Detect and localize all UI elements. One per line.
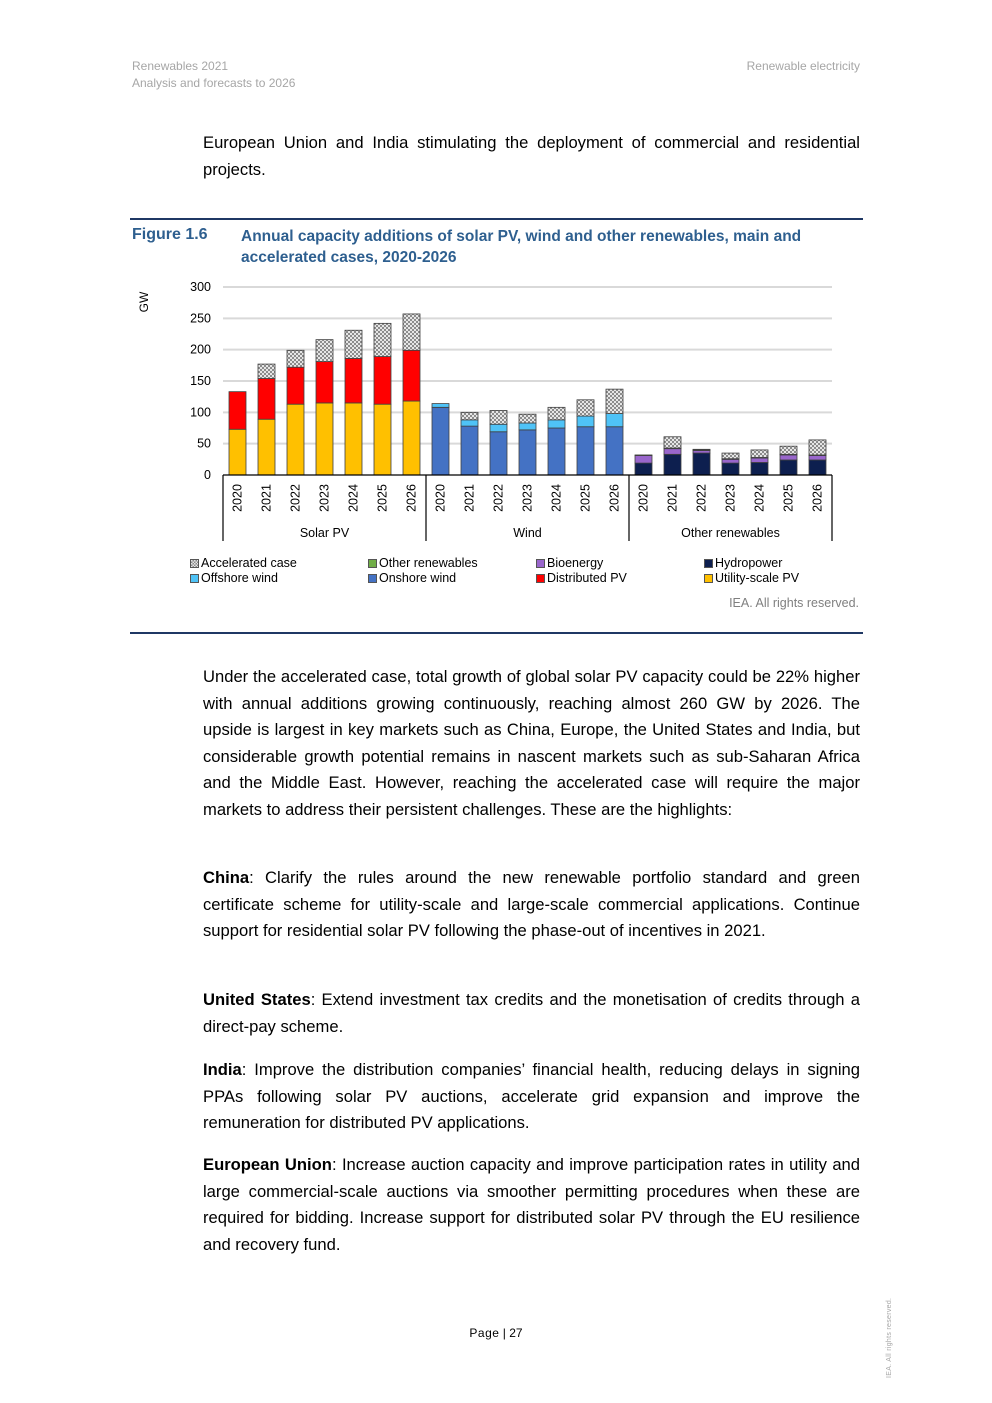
bar-segment [548,420,565,428]
bar-segment [287,367,304,404]
bar-segment [664,437,681,448]
bar-segment [374,357,391,405]
legend-swatch [368,574,377,583]
x-tick-label: 2022 [491,484,506,512]
y-tick-label: 250 [190,311,211,326]
bar-segment [548,428,565,475]
bar-segment [577,416,594,427]
report-subtitle: Analysis and forecasts to 2026 [132,76,296,90]
bar-segment [345,358,362,402]
bar-segment [751,458,768,462]
bar-segment [374,404,391,475]
bar-segment [693,453,710,475]
india-text: : Improve the distribution companies’ financial health, reducing delays in signing PPAs following solar PV auctions, accelerate grid expansion and improve the remuneration for distributed PV applications. [203,1060,860,1132]
report-title: Renewables 2021 [132,59,229,73]
body-paragraph-accelerated: Under the accelerated case, total growth of global solar PV capacity could be 22% higher with annual additions growing continuously, reaching almost 260 GW by 2026. The upside is largest in key markets such as China, Europe, the United States and India, but considerable growth potential remains in nascent markets such as sub-Saharan Africa and the Middle East. However, reaching the accelerated case will require the major markets to address their persistent challenges. These are the highlights: [203,667,860,819]
bar-segment [519,414,536,423]
us-label: United States [203,990,311,1009]
bar-segment [577,427,594,475]
figure-bottom-rule [130,632,863,634]
legend-swatch [190,574,199,583]
legend-label: Offshore wind [201,571,278,585]
y-tick-label: 0 [204,468,211,482]
eu-label: European Union [203,1155,332,1174]
bar-segment [635,456,652,464]
body-paragraph-eu [203,1152,860,1258]
x-tick-label: 2020 [636,484,651,512]
bar-segment [722,453,739,459]
bar-segment [780,460,797,475]
x-tick-label: 2024 [549,484,564,512]
page-separator: | [499,1326,510,1340]
bar-segment [432,407,449,475]
x-tick-label: 2023 [520,484,535,512]
y-tick-label: 300 [190,280,211,294]
page-word: Page [469,1326,500,1340]
bar-segment [664,454,681,475]
running-header-left [132,58,295,92]
legend-label: Accelerated case [201,556,297,570]
x-tick-label: 2022 [288,484,303,512]
group-label: Solar PV [299,526,350,540]
bar-segment [403,350,420,401]
capacity-additions-chart [130,275,850,550]
bar-segment [722,459,739,463]
x-tick-label: 2020 [230,484,245,512]
legend-label: Onshore wind [379,571,457,585]
bar-segment [606,389,623,413]
figure-label: Figure 1.6 [132,226,208,243]
legend-item [368,571,456,585]
bar-segment [635,463,652,475]
legend-swatch [704,559,713,568]
bar-segment [809,460,826,475]
bar-segment [345,330,362,358]
legend-swatch [536,559,545,568]
bar-segment [751,462,768,475]
bar-segment [374,323,391,356]
eu-text: : Increase auction capacity and improve participation rates in utility and large commercial-scale auctions via smoother permitting procedures when these are required for bidding. Increase support for distributed solar PV through the EU resilience and recovery fund. [203,1155,861,1254]
bar-segment [490,410,507,424]
bar-segment [606,414,623,427]
legend-item [536,556,603,570]
us-text: : Extend investment tax credits and the monetisation of credits through a direct-pay scheme. [203,990,860,1036]
bar-segment [229,392,246,430]
y-tick-label: 100 [190,405,211,420]
body-paragraph-china [203,865,860,945]
figure-credit: IEA. All rights reserved. [729,596,859,610]
legend-item [190,571,278,585]
bar-segment [548,407,565,420]
legend-item [704,571,799,585]
bar-segment [490,424,507,432]
bar-segment [316,403,333,475]
body-paragraph-india [203,1057,860,1137]
bar-segment [809,456,826,460]
bar-segment [577,400,594,416]
group-label: Wind [513,526,542,540]
x-tick-label: 2023 [723,484,738,512]
x-tick-label: 2026 [404,484,419,512]
bar-segment [345,403,362,475]
bar-segment [461,420,478,426]
bar-segment [316,362,333,403]
x-tick-label: 2024 [752,484,767,512]
bar-segment [258,378,275,419]
group-label: Other renewables [681,526,780,540]
china-label: China [203,868,250,887]
y-axis-title: GW [137,291,151,313]
bar-segment [780,455,797,460]
intro-paragraph: European Union and India stimulating the deployment of commercial and residential projects. [203,133,860,179]
bar-segment [722,463,739,475]
bar-segment [635,455,652,456]
bar-segment [606,427,623,475]
bar-segment [490,432,507,475]
x-tick-label: 2026 [607,484,622,512]
bar-segment [519,430,536,475]
side-rights-mark: IEA. All rights reserved. [886,1297,893,1378]
legend-label: Utility-scale PV [715,571,800,585]
bar-segment [780,446,797,454]
y-tick-label: 200 [190,342,211,357]
legend-swatch [536,574,545,583]
legend-item [368,556,478,570]
legend-label: Bioenergy [547,556,604,570]
x-tick-label: 2021 [259,484,274,512]
bar-segment [316,340,333,362]
x-tick-label: 2023 [317,484,332,512]
legend-item [190,556,297,570]
legend-label: Other renewables [379,556,478,570]
legend-swatch [704,574,713,583]
running-header-right: Renewable electricity [746,59,860,73]
figure-top-rule [130,218,863,220]
x-tick-label: 2025 [781,484,796,512]
bar-segment [519,423,536,430]
bar-segment [432,404,449,408]
bar-segment [461,426,478,475]
legend-label: Hydropower [715,556,783,570]
bar-segment [664,449,681,455]
x-tick-label: 2022 [694,484,709,512]
legend-item [536,571,627,585]
bar-segment [287,404,304,475]
y-tick-label: 150 [190,374,211,388]
figure-title: Annual capacity additions of solar PV, wind and other renewables, main and accelerated cases, 2020-2026 [241,228,802,266]
bar-segment [809,440,826,455]
x-tick-label: 2025 [375,484,390,512]
legend-swatch [190,559,199,568]
x-tick-label: 2020 [433,484,448,512]
bar-segment [403,314,420,350]
page-number [0,1326,992,1340]
bar-segment [258,364,275,378]
x-tick-label: 2021 [665,484,680,512]
bar-segment [461,412,478,420]
x-tick-label: 2026 [810,484,825,512]
bar-segment [258,419,275,475]
x-tick-label: 2021 [462,484,477,512]
y-tick-label: 50 [197,436,211,451]
bar-segment [751,450,768,458]
legend-swatch [368,559,377,568]
bar-segment [229,429,246,475]
legend-label: Distributed PV [547,571,627,585]
bar-segment [693,449,710,450]
bar-segment [287,350,304,367]
china-text: : Clarify the rules around the new renewable portfolio standard and green certificate scheme for utility-scale and large-scale commercial applications. Continue support for residential solar PV following the phase-out of incentives in 2021. [203,868,860,940]
x-tick-label: 2024 [346,484,361,512]
india-label: India [203,1060,242,1079]
page-number-value: 27 [509,1326,523,1340]
x-tick-label: 2025 [578,484,593,512]
bar-segment [403,401,420,475]
legend-item [704,556,782,570]
body-paragraph-us [203,987,860,1040]
